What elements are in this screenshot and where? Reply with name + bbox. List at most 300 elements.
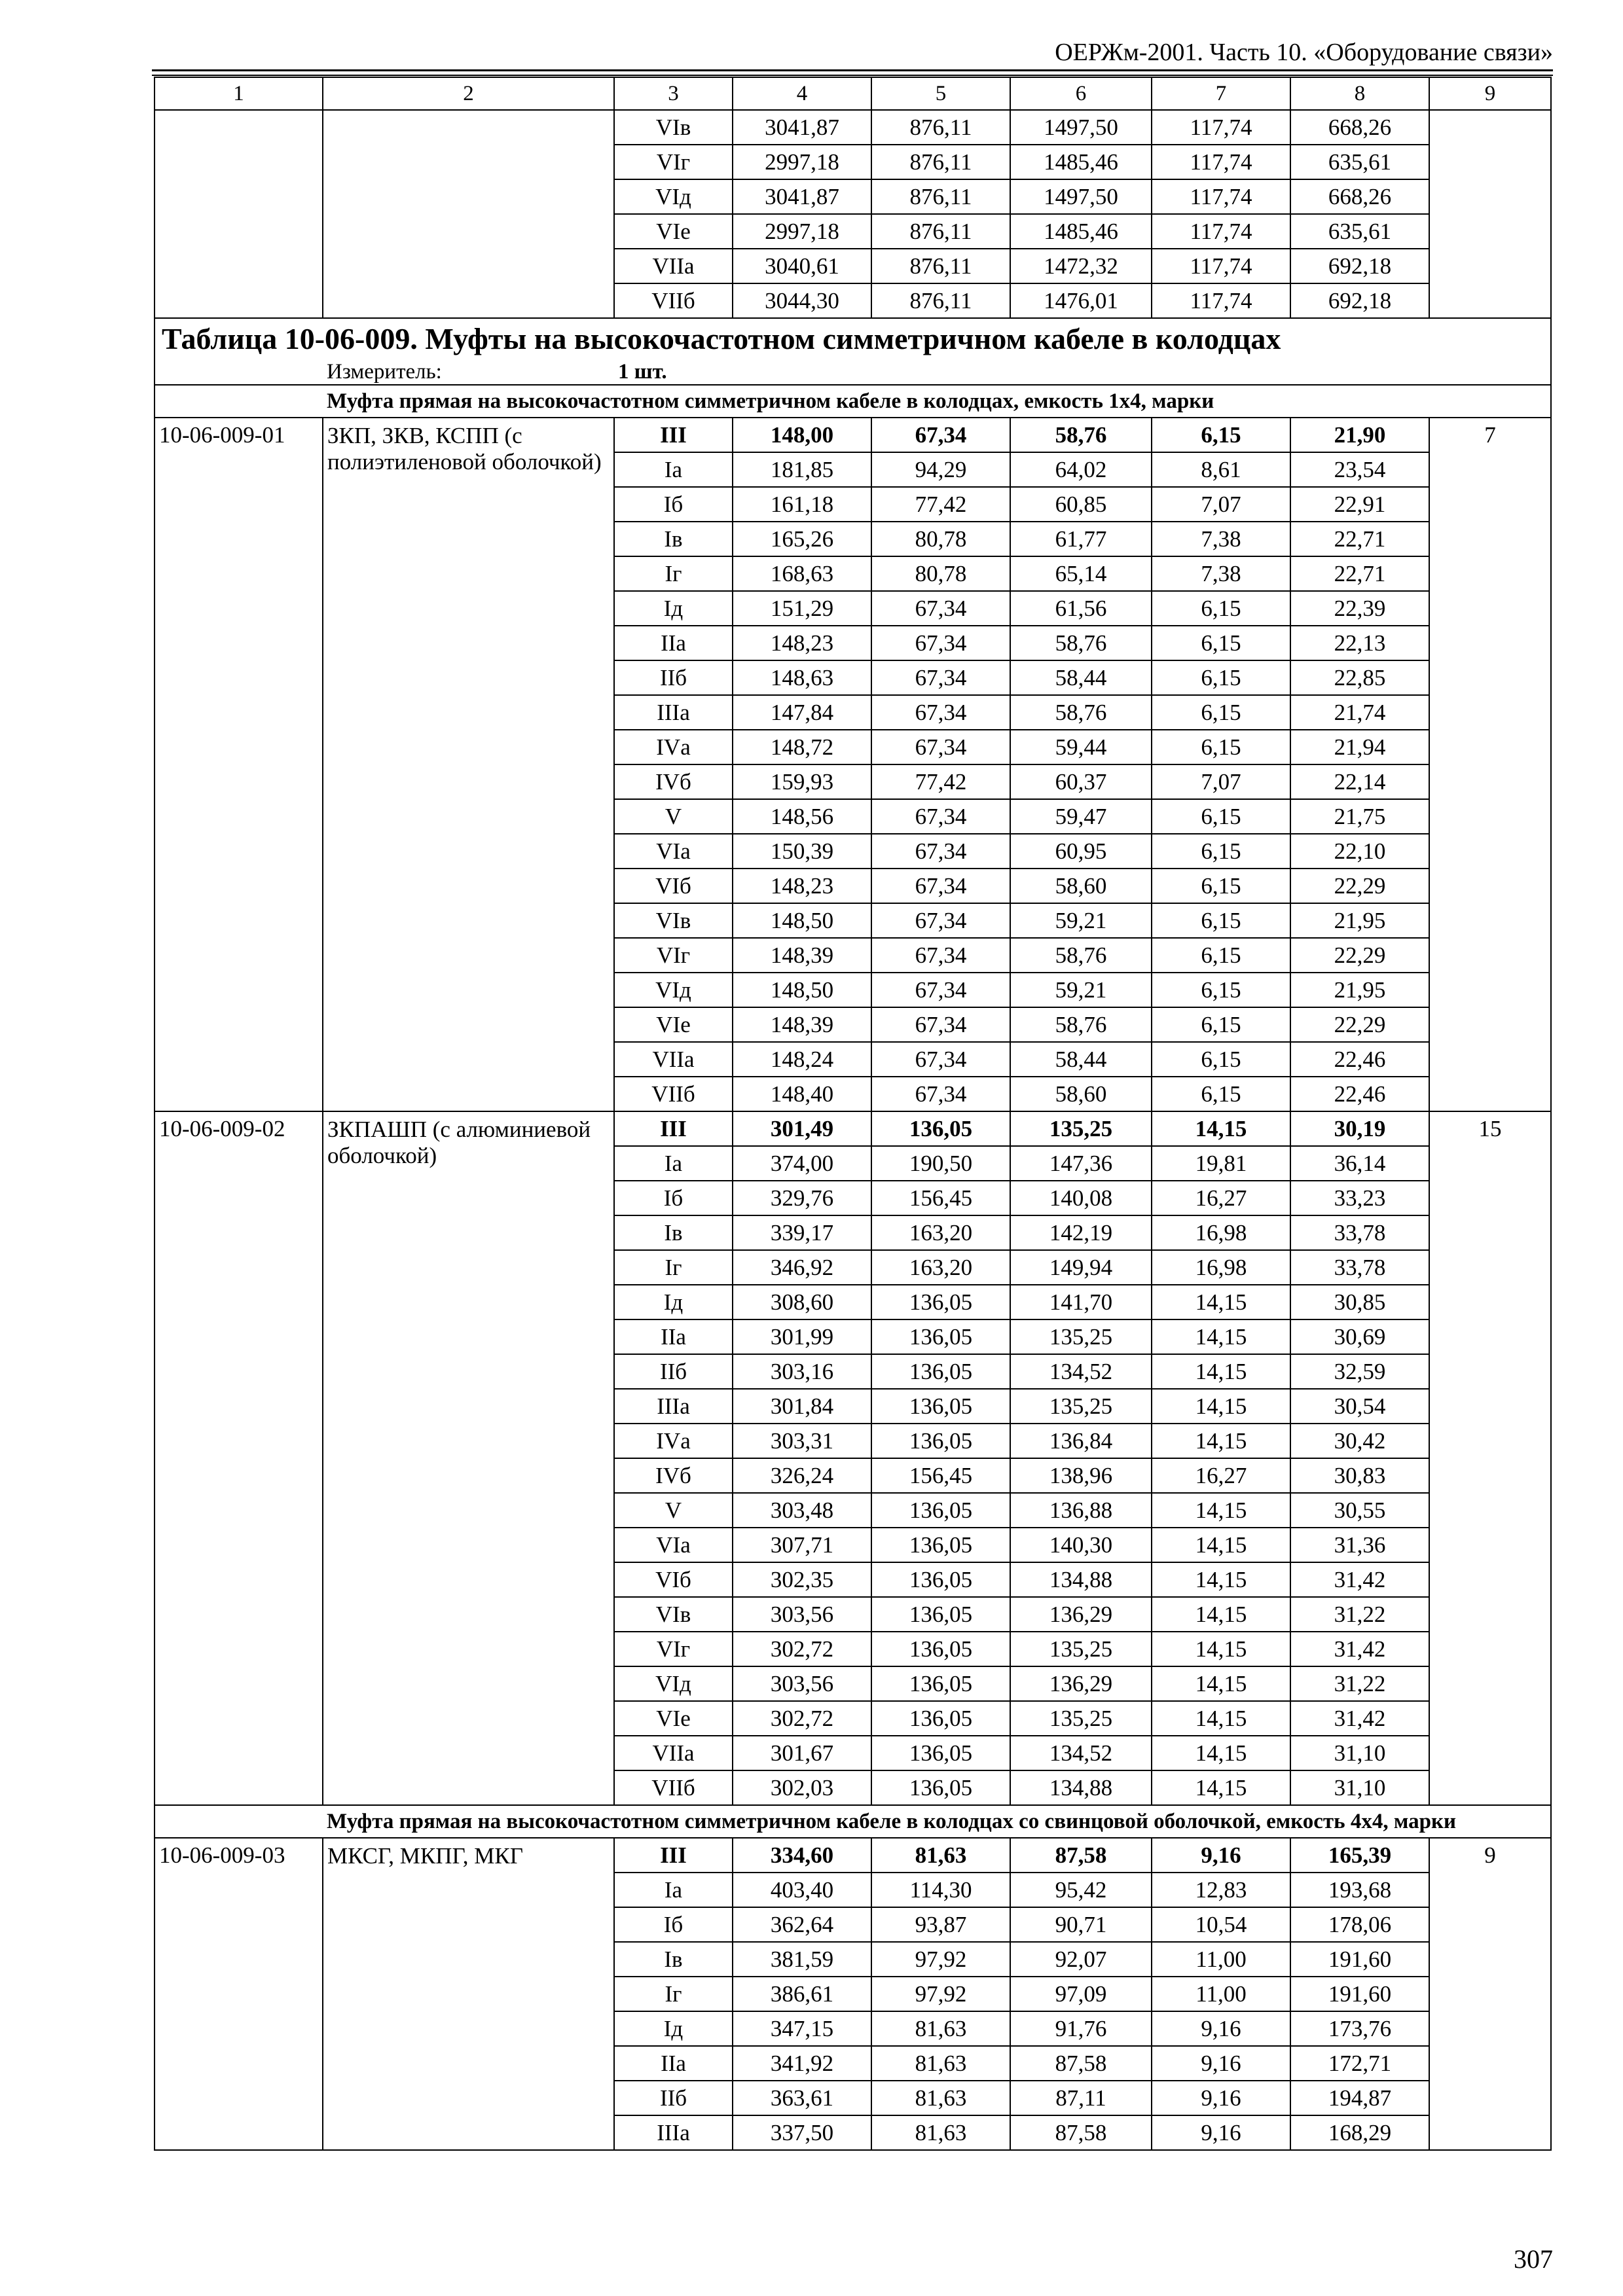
zone-cell: IVа bbox=[614, 1424, 733, 1458]
value-cell: 16,27 bbox=[1152, 1458, 1290, 1493]
value-cell: 7,38 bbox=[1152, 556, 1290, 591]
value-cell: 6,15 bbox=[1152, 591, 1290, 626]
value-cell: 308,60 bbox=[733, 1285, 871, 1319]
value-cell: 14,15 bbox=[1152, 1389, 1290, 1424]
zone-cell: V bbox=[614, 1493, 733, 1528]
value-cell: 159,93 bbox=[733, 764, 871, 799]
zone-cell: III bbox=[614, 418, 733, 452]
value-cell: 303,48 bbox=[733, 1493, 871, 1528]
value-cell: 31,36 bbox=[1290, 1528, 1429, 1562]
column-number: 1 bbox=[155, 77, 323, 110]
value-cell: 14,15 bbox=[1152, 1632, 1290, 1666]
section-heading: Муфта прямая на высокочастотном симметричном кабеле в колодцах со свинцовой оболочкой, емкость 4х4, марки bbox=[323, 1805, 1551, 1838]
value-cell: 67,34 bbox=[871, 1042, 1010, 1077]
value-cell: 148,23 bbox=[733, 626, 871, 660]
value-cell: 136,05 bbox=[871, 1666, 1010, 1701]
value-cell: 58,44 bbox=[1010, 660, 1152, 695]
value-cell: 22,29 bbox=[1290, 869, 1429, 903]
header-rule-thin bbox=[152, 75, 1553, 76]
value-cell: 21,75 bbox=[1290, 799, 1429, 834]
table-title: Таблица 10-06-009. Муфты на высокочастотном симметричном кабеле в колодцах bbox=[155, 318, 1551, 359]
value-cell: 67,34 bbox=[871, 660, 1010, 695]
value-cell: 302,72 bbox=[733, 1632, 871, 1666]
value-cell: 36,14 bbox=[1290, 1146, 1429, 1181]
value-cell: 58,76 bbox=[1010, 695, 1152, 730]
value-cell: 7,38 bbox=[1152, 522, 1290, 556]
value-cell: 337,50 bbox=[733, 2115, 871, 2150]
value-cell: 64,02 bbox=[1010, 452, 1152, 487]
value-cell: 31,42 bbox=[1290, 1562, 1429, 1597]
item-code: 10-06-009-01 bbox=[155, 418, 323, 1111]
zone-cell: VIIа bbox=[614, 1042, 733, 1077]
value-cell: 6,15 bbox=[1152, 903, 1290, 938]
value-cell: 81,63 bbox=[871, 1838, 1010, 1873]
column-number: 4 bbox=[733, 77, 871, 110]
value-cell: 31,10 bbox=[1290, 1736, 1429, 1770]
value-cell: 635,61 bbox=[1290, 214, 1429, 249]
value-cell: 60,85 bbox=[1010, 487, 1152, 522]
value-cell: 307,71 bbox=[733, 1528, 871, 1562]
value-cell: 67,34 bbox=[871, 869, 1010, 903]
name-cell bbox=[323, 110, 614, 318]
zone-cell: VIIб bbox=[614, 1077, 733, 1111]
value-cell: 374,00 bbox=[733, 1146, 871, 1181]
running-header: ОЕРЖм-2001. Часть 10. «Оборудование связи» bbox=[1055, 39, 1553, 66]
value-cell: 10,54 bbox=[1152, 1907, 1290, 1942]
section-spacer bbox=[155, 1805, 323, 1838]
value-cell: 136,05 bbox=[871, 1528, 1010, 1562]
value-cell: 134,52 bbox=[1010, 1354, 1152, 1389]
value-cell: 59,21 bbox=[1010, 903, 1152, 938]
value-cell: 134,88 bbox=[1010, 1770, 1152, 1805]
unit-spacer bbox=[155, 359, 323, 385]
value-cell: 3041,87 bbox=[733, 179, 871, 214]
value-cell: 19,81 bbox=[1152, 1146, 1290, 1181]
value-cell: 11,00 bbox=[1152, 1977, 1290, 2011]
value-cell: 30,85 bbox=[1290, 1285, 1429, 1319]
value-cell: 21,94 bbox=[1290, 730, 1429, 764]
value-cell: 22,71 bbox=[1290, 522, 1429, 556]
zone-cell: Iв bbox=[614, 1215, 733, 1250]
unit-label: Измеритель: bbox=[323, 359, 614, 385]
zone-cell: VIв bbox=[614, 1597, 733, 1632]
value-cell: 136,84 bbox=[1010, 1424, 1152, 1458]
value-cell: 148,39 bbox=[733, 1007, 871, 1042]
zone-cell: VIд bbox=[614, 973, 733, 1007]
table-row bbox=[155, 1838, 1551, 1873]
value-cell: 30,54 bbox=[1290, 1389, 1429, 1424]
value-cell: 67,34 bbox=[871, 973, 1010, 1007]
value-cell: 11,00 bbox=[1152, 1942, 1290, 1977]
value-cell: 136,05 bbox=[871, 1285, 1010, 1319]
value-cell: 6,15 bbox=[1152, 1077, 1290, 1111]
column-number: 3 bbox=[614, 77, 733, 110]
column-number: 5 bbox=[871, 77, 1010, 110]
value-cell: 22,91 bbox=[1290, 487, 1429, 522]
value-cell: 59,44 bbox=[1010, 730, 1152, 764]
value-cell: 194,87 bbox=[1290, 2081, 1429, 2115]
item-code: 10-06-009-02 bbox=[155, 1111, 323, 1805]
value-cell: 148,24 bbox=[733, 1042, 871, 1077]
value-cell: 30,55 bbox=[1290, 1493, 1429, 1528]
value-cell: 67,34 bbox=[871, 626, 1010, 660]
value-cell: 67,34 bbox=[871, 834, 1010, 869]
zone-cell: VIе bbox=[614, 1701, 733, 1736]
value-cell: 386,61 bbox=[733, 1977, 871, 2011]
value-cell: 117,74 bbox=[1152, 145, 1290, 179]
value-cell: 339,17 bbox=[733, 1215, 871, 1250]
value-cell: 148,40 bbox=[733, 1077, 871, 1111]
value-cell: 14,15 bbox=[1152, 1111, 1290, 1146]
value-cell: 67,34 bbox=[871, 903, 1010, 938]
value-cell: 22,46 bbox=[1290, 1042, 1429, 1077]
zone-cell: Iд bbox=[614, 2011, 733, 2046]
value-cell: 191,60 bbox=[1290, 1977, 1429, 2011]
value-cell: 67,34 bbox=[871, 730, 1010, 764]
zone-cell: Iб bbox=[614, 1181, 733, 1215]
value-cell: 134,88 bbox=[1010, 1562, 1152, 1597]
value-cell: 22,14 bbox=[1290, 764, 1429, 799]
value-cell: 59,47 bbox=[1010, 799, 1152, 834]
value-cell: 22,39 bbox=[1290, 591, 1429, 626]
value-cell: 30,83 bbox=[1290, 1458, 1429, 1493]
value-cell: 140,30 bbox=[1010, 1528, 1152, 1562]
value-cell: 90,71 bbox=[1010, 1907, 1152, 1942]
value-cell: 58,76 bbox=[1010, 626, 1152, 660]
value-cell: 14,15 bbox=[1152, 1319, 1290, 1354]
value-cell: 80,78 bbox=[871, 522, 1010, 556]
table-row bbox=[155, 1111, 1551, 1146]
value-cell: 165,26 bbox=[733, 522, 871, 556]
column-number: 2 bbox=[323, 77, 614, 110]
value-cell: 302,35 bbox=[733, 1562, 871, 1597]
value-cell: 87,58 bbox=[1010, 2115, 1152, 2150]
zone-cell: VIа bbox=[614, 1528, 733, 1562]
value-cell: 136,05 bbox=[871, 1389, 1010, 1424]
value-cell: 1476,01 bbox=[1010, 283, 1152, 318]
zone-cell: Iб bbox=[614, 487, 733, 522]
value-cell: 156,45 bbox=[871, 1181, 1010, 1215]
value-cell: 6,15 bbox=[1152, 626, 1290, 660]
value-cell: 303,16 bbox=[733, 1354, 871, 1389]
value-cell: 173,76 bbox=[1290, 2011, 1429, 2046]
value-cell: 876,11 bbox=[871, 179, 1010, 214]
value-cell: 61,77 bbox=[1010, 522, 1152, 556]
value-cell: 1497,50 bbox=[1010, 110, 1152, 145]
value-cell: 67,34 bbox=[871, 938, 1010, 973]
item-name: ЗКП, ЗКВ, КСПП (с полиэтиленовой оболочкой) bbox=[323, 418, 614, 1111]
value-cell: 193,68 bbox=[1290, 1873, 1429, 1907]
value-cell: 148,50 bbox=[733, 903, 871, 938]
value-cell: 80,78 bbox=[871, 556, 1010, 591]
value-cell: 151,29 bbox=[733, 591, 871, 626]
value-cell: 14,15 bbox=[1152, 1528, 1290, 1562]
page-number: 307 bbox=[1514, 2244, 1553, 2274]
value-cell: 326,24 bbox=[733, 1458, 871, 1493]
value-cell: 136,05 bbox=[871, 1562, 1010, 1597]
value-cell: 91,76 bbox=[1010, 2011, 1152, 2046]
value-cell: 301,99 bbox=[733, 1319, 871, 1354]
table-title-row bbox=[155, 318, 1551, 359]
value-cell: 6,15 bbox=[1152, 660, 1290, 695]
value-cell: 135,25 bbox=[1010, 1632, 1152, 1666]
value-cell: 67,34 bbox=[871, 1077, 1010, 1111]
value-cell: 301,84 bbox=[733, 1389, 871, 1424]
zone-cell: VIIа bbox=[614, 1736, 733, 1770]
value-cell: 6,15 bbox=[1152, 834, 1290, 869]
value-cell: 33,78 bbox=[1290, 1215, 1429, 1250]
value-cell: 136,05 bbox=[871, 1424, 1010, 1458]
zone-cell: IIб bbox=[614, 2081, 733, 2115]
value-cell: 94,29 bbox=[871, 452, 1010, 487]
section-spacer bbox=[155, 385, 323, 418]
value-cell: 7,07 bbox=[1152, 487, 1290, 522]
value-cell: 2997,18 bbox=[733, 214, 871, 249]
value-cell: 117,74 bbox=[1152, 110, 1290, 145]
value-cell: 135,25 bbox=[1010, 1111, 1152, 1146]
column-number-row bbox=[155, 77, 1551, 110]
zone-cell: IIа bbox=[614, 626, 733, 660]
table-row bbox=[155, 110, 1551, 145]
value-cell: 134,52 bbox=[1010, 1736, 1152, 1770]
value-cell: 165,39 bbox=[1290, 1838, 1429, 1873]
value-cell: 93,87 bbox=[871, 1907, 1010, 1942]
value-cell: 77,42 bbox=[871, 487, 1010, 522]
value-cell: 136,29 bbox=[1010, 1597, 1152, 1632]
value-cell: 329,76 bbox=[733, 1181, 871, 1215]
value-cell: 303,56 bbox=[733, 1597, 871, 1632]
value-cell: 635,61 bbox=[1290, 145, 1429, 179]
value-cell: 33,23 bbox=[1290, 1181, 1429, 1215]
value-cell: 178,06 bbox=[1290, 1907, 1429, 1942]
item-qty: 15 bbox=[1429, 1111, 1551, 1805]
value-cell: 22,46 bbox=[1290, 1077, 1429, 1111]
value-cell: 876,11 bbox=[871, 145, 1010, 179]
value-cell: 60,95 bbox=[1010, 834, 1152, 869]
value-cell: 168,29 bbox=[1290, 2115, 1429, 2150]
value-cell: 67,34 bbox=[871, 418, 1010, 452]
value-cell: 22,10 bbox=[1290, 834, 1429, 869]
zone-cell: VIа bbox=[614, 834, 733, 869]
value-cell: 31,22 bbox=[1290, 1666, 1429, 1701]
value-cell: 2997,18 bbox=[733, 145, 871, 179]
value-cell: 163,20 bbox=[871, 1215, 1010, 1250]
value-cell: 140,08 bbox=[1010, 1181, 1152, 1215]
unit-row bbox=[155, 359, 1551, 385]
item-name: ЗКПАШП (с алюминиевой оболочкой) bbox=[323, 1111, 614, 1805]
value-cell: 148,72 bbox=[733, 730, 871, 764]
value-cell: 31,10 bbox=[1290, 1770, 1429, 1805]
zone-cell: IIIа bbox=[614, 695, 733, 730]
value-cell: 117,74 bbox=[1152, 249, 1290, 283]
header-rule bbox=[152, 69, 1553, 71]
value-cell: 148,50 bbox=[733, 973, 871, 1007]
zone-cell: Iа bbox=[614, 452, 733, 487]
value-cell: 150,39 bbox=[733, 834, 871, 869]
value-cell: 135,25 bbox=[1010, 1389, 1152, 1424]
value-cell: 347,15 bbox=[733, 2011, 871, 2046]
zone-cell: V bbox=[614, 799, 733, 834]
zone-cell: Iб bbox=[614, 1907, 733, 1942]
zone-cell: VIб bbox=[614, 1562, 733, 1597]
value-cell: 16,98 bbox=[1152, 1250, 1290, 1285]
zone-cell: Iд bbox=[614, 1285, 733, 1319]
value-cell: 147,84 bbox=[733, 695, 871, 730]
value-cell: 81,63 bbox=[871, 2046, 1010, 2081]
value-cell: 161,18 bbox=[733, 487, 871, 522]
zone-cell: VIд bbox=[614, 179, 733, 214]
value-cell: 1485,46 bbox=[1010, 145, 1152, 179]
zone-cell: Iг bbox=[614, 1977, 733, 2011]
value-cell: 148,00 bbox=[733, 418, 871, 452]
value-cell: 87,11 bbox=[1010, 2081, 1152, 2115]
value-cell: 363,61 bbox=[733, 2081, 871, 2115]
value-cell: 81,63 bbox=[871, 2011, 1010, 2046]
value-cell: 58,44 bbox=[1010, 1042, 1152, 1077]
value-cell: 191,60 bbox=[1290, 1942, 1429, 1977]
value-cell: 59,21 bbox=[1010, 973, 1152, 1007]
value-cell: 67,34 bbox=[871, 1007, 1010, 1042]
value-cell: 14,15 bbox=[1152, 1562, 1290, 1597]
value-cell: 6,15 bbox=[1152, 973, 1290, 1007]
value-cell: 33,78 bbox=[1290, 1250, 1429, 1285]
item-code: 10-06-009-03 bbox=[155, 1838, 323, 2150]
value-cell: 21,95 bbox=[1290, 973, 1429, 1007]
value-cell: 9,16 bbox=[1152, 2046, 1290, 2081]
value-cell: 117,74 bbox=[1152, 283, 1290, 318]
section-heading-row bbox=[155, 385, 1551, 418]
value-cell: 302,03 bbox=[733, 1770, 871, 1805]
value-cell: 61,56 bbox=[1010, 591, 1152, 626]
item-name: МКСГ, МКПГ, МКГ bbox=[323, 1838, 614, 2150]
value-cell: 60,37 bbox=[1010, 764, 1152, 799]
value-cell: 58,60 bbox=[1010, 1077, 1152, 1111]
value-cell: 14,15 bbox=[1152, 1666, 1290, 1701]
value-cell: 9,16 bbox=[1152, 2011, 1290, 2046]
value-cell: 31,42 bbox=[1290, 1632, 1429, 1666]
value-cell: 692,18 bbox=[1290, 283, 1429, 318]
price-table bbox=[154, 77, 1552, 2151]
value-cell: 136,05 bbox=[871, 1354, 1010, 1389]
value-cell: 58,60 bbox=[1010, 869, 1152, 903]
value-cell: 136,05 bbox=[871, 1736, 1010, 1770]
zone-cell: IIа bbox=[614, 1319, 733, 1354]
value-cell: 148,23 bbox=[733, 869, 871, 903]
zone-cell: VIв bbox=[614, 110, 733, 145]
value-cell: 876,11 bbox=[871, 283, 1010, 318]
value-cell: 31,42 bbox=[1290, 1701, 1429, 1736]
section-heading-row bbox=[155, 1805, 1551, 1838]
zone-cell: Iг bbox=[614, 1250, 733, 1285]
value-cell: 301,67 bbox=[733, 1736, 871, 1770]
value-cell: 87,58 bbox=[1010, 1838, 1152, 1873]
value-cell: 148,39 bbox=[733, 938, 871, 973]
value-cell: 16,98 bbox=[1152, 1215, 1290, 1250]
value-cell: 21,95 bbox=[1290, 903, 1429, 938]
zone-cell: IIа bbox=[614, 2046, 733, 2081]
value-cell: 163,20 bbox=[871, 1250, 1010, 1285]
value-cell: 14,15 bbox=[1152, 1701, 1290, 1736]
value-cell: 6,15 bbox=[1152, 418, 1290, 452]
value-cell: 6,15 bbox=[1152, 869, 1290, 903]
value-cell: 12,83 bbox=[1152, 1873, 1290, 1907]
value-cell: 135,25 bbox=[1010, 1701, 1152, 1736]
value-cell: 14,15 bbox=[1152, 1285, 1290, 1319]
value-cell: 181,85 bbox=[733, 452, 871, 487]
value-cell: 6,15 bbox=[1152, 1007, 1290, 1042]
section-heading: Муфта прямая на высокочастотном симметричном кабеле в колодцах, емкость 1х4, марки bbox=[323, 385, 1551, 418]
value-cell: 97,92 bbox=[871, 1942, 1010, 1977]
column-number: 9 bbox=[1429, 77, 1551, 110]
value-cell: 149,94 bbox=[1010, 1250, 1152, 1285]
zone-cell: VIг bbox=[614, 1632, 733, 1666]
zone-cell: VIв bbox=[614, 903, 733, 938]
value-cell: 3044,30 bbox=[733, 283, 871, 318]
value-cell: 3040,61 bbox=[733, 249, 871, 283]
value-cell: 14,15 bbox=[1152, 1354, 1290, 1389]
value-cell: 87,58 bbox=[1010, 2046, 1152, 2081]
value-cell: 58,76 bbox=[1010, 938, 1152, 973]
value-cell: 136,29 bbox=[1010, 1666, 1152, 1701]
value-cell: 114,30 bbox=[871, 1873, 1010, 1907]
value-cell: 6,15 bbox=[1152, 1042, 1290, 1077]
value-cell: 22,29 bbox=[1290, 938, 1429, 973]
value-cell: 136,05 bbox=[871, 1701, 1010, 1736]
zone-cell: IIIа bbox=[614, 1389, 733, 1424]
zone-cell: VIб bbox=[614, 869, 733, 903]
value-cell: 168,63 bbox=[733, 556, 871, 591]
zone-cell: Iв bbox=[614, 522, 733, 556]
value-cell: 6,15 bbox=[1152, 730, 1290, 764]
value-cell: 148,56 bbox=[733, 799, 871, 834]
item-qty: 9 bbox=[1429, 1838, 1551, 2150]
zone-cell: VIе bbox=[614, 1007, 733, 1042]
value-cell: 31,22 bbox=[1290, 1597, 1429, 1632]
value-cell: 136,05 bbox=[871, 1770, 1010, 1805]
column-number: 8 bbox=[1290, 77, 1429, 110]
value-cell: 22,71 bbox=[1290, 556, 1429, 591]
zone-cell: VIIб bbox=[614, 1770, 733, 1805]
value-cell: 136,05 bbox=[871, 1493, 1010, 1528]
value-cell: 334,60 bbox=[733, 1838, 871, 1873]
value-cell: 21,90 bbox=[1290, 418, 1429, 452]
value-cell: 14,15 bbox=[1152, 1424, 1290, 1458]
value-cell: 22,29 bbox=[1290, 1007, 1429, 1042]
zone-cell: IIб bbox=[614, 1354, 733, 1389]
value-cell: 97,09 bbox=[1010, 1977, 1152, 2011]
value-cell: 9,16 bbox=[1152, 1838, 1290, 1873]
zone-cell: VIе bbox=[614, 214, 733, 249]
zone-cell: Iа bbox=[614, 1873, 733, 1907]
value-cell: 67,34 bbox=[871, 695, 1010, 730]
value-cell: 346,92 bbox=[733, 1250, 871, 1285]
value-cell: 302,72 bbox=[733, 1701, 871, 1736]
value-cell: 67,34 bbox=[871, 799, 1010, 834]
value-cell: 58,76 bbox=[1010, 418, 1152, 452]
value-cell: 22,13 bbox=[1290, 626, 1429, 660]
value-cell: 30,19 bbox=[1290, 1111, 1429, 1146]
value-cell: 381,59 bbox=[733, 1942, 871, 1977]
zone-cell: VIд bbox=[614, 1666, 733, 1701]
zone-cell: Iг bbox=[614, 556, 733, 591]
qty-cell bbox=[1429, 110, 1551, 318]
column-number: 7 bbox=[1152, 77, 1290, 110]
value-cell: 14,15 bbox=[1152, 1493, 1290, 1528]
zone-cell: IVб bbox=[614, 1458, 733, 1493]
value-cell: 136,05 bbox=[871, 1597, 1010, 1632]
value-cell: 136,05 bbox=[871, 1111, 1010, 1146]
value-cell: 95,42 bbox=[1010, 1873, 1152, 1907]
